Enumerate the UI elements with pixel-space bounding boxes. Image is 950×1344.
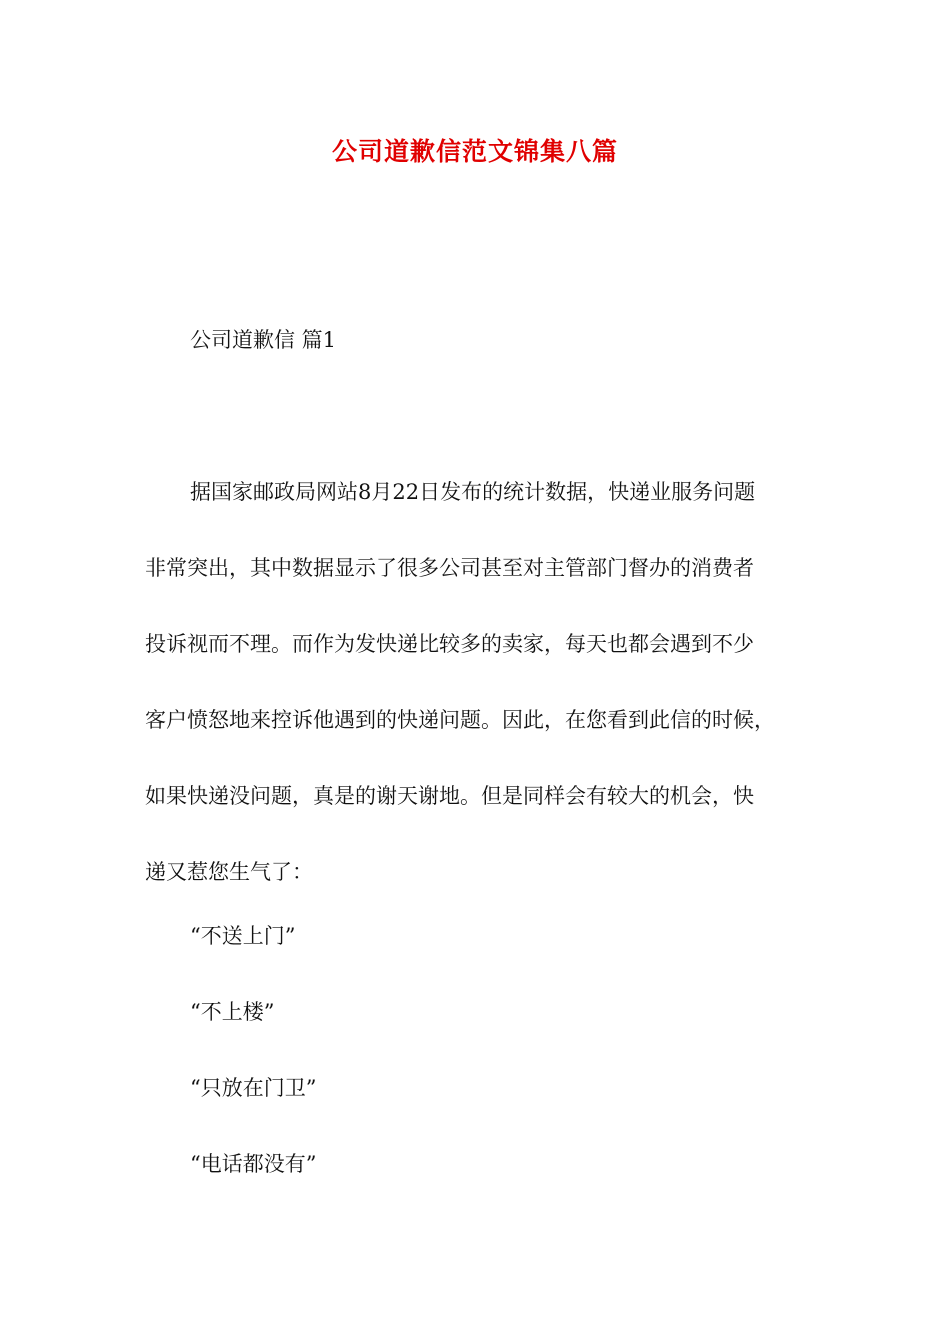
quote-list <box>190 918 316 1222</box>
body-paragraph <box>145 474 825 930</box>
section-heading: 公司道歉信 篇1 <box>190 328 337 352</box>
paragraph-line: 据国家邮政局网站8月22日发布的统计数据，快递业服务问题 <box>190 480 756 504</box>
paragraph-line: 递又惹您生气了： <box>145 860 313 884</box>
document-title: 公司道歉信范文锦集八篇 <box>331 137 618 166</box>
quote-item: “电话都没有” <box>190 1152 317 1176</box>
paragraph-line: 客户愤怒地来控诉他遇到的快递问题。因此，在您看到此信的时候， <box>145 708 775 732</box>
quote-item: “不上楼” <box>190 1000 275 1024</box>
paragraph-line: 非常突出，其中数据显示了很多公司甚至对主管部门督办的消费者 <box>145 556 754 580</box>
quote-item: “不送上门” <box>190 924 296 948</box>
paragraph-line: 投诉视而不理。而作为发快递比较多的卖家，每天也都会遇到不少 <box>145 632 754 656</box>
paragraph-line: 如果快递没问题，真是的谢天谢地。但是同样会有较大的机会，快 <box>145 784 754 808</box>
quote-item: “只放在门卫” <box>190 1076 317 1100</box>
